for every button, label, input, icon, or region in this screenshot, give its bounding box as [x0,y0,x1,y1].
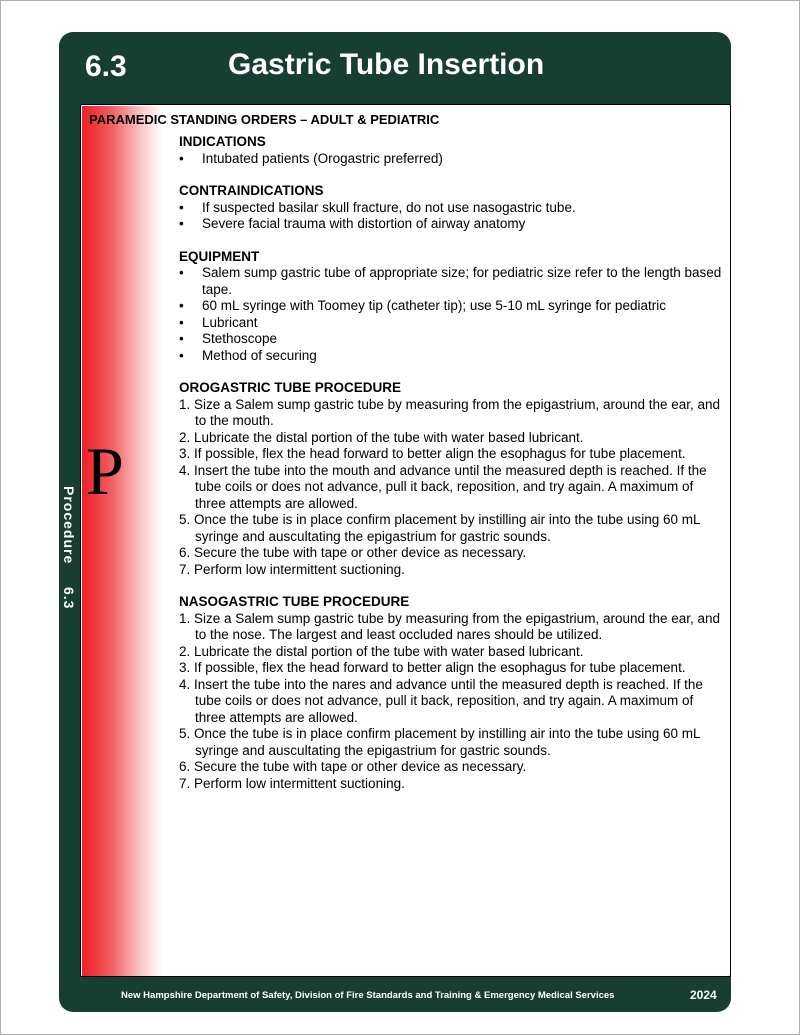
contraindication-item: • If suspected basilar skull fracture, do not use nasogastric tube. [179,200,724,217]
nasogastric-section [179,594,724,792]
equipment-item: • Lubricant [179,315,724,332]
footer-organization: New Hampshire Department of Safety, Division of Fire Standards and Training & Emergency Medical Services [121,990,615,1001]
orogastric-heading: OROGASTRIC TUBE PROCEDURE [179,380,402,395]
orogastric-step: 5. Once the tube is in place confirm placement by instilling air into the tube using 60 mL syringe and auscultating the epigastrium for gastric sounds. [179,512,701,544]
nasogastric-step: 7. Perform low intermittent suctioning. [179,775,405,791]
protocol-body [179,134,724,808]
nasogastric-step: 6. Secure the tube with tape or other device as necessary. [179,759,527,774]
contraindications-heading: CONTRAINDICATIONS [179,183,324,198]
side-tab-label [61,486,77,626]
equipment-item: • Salem sump gastric tube of appropriate size; for pediatric size refer to the length based tape. [179,265,724,298]
nasogastric-step: 5. Once the tube is in place confirm placement by instilling air into the tube using 60 mL syringe and auscultating the epigastrium for gastric sounds. [179,726,701,758]
equipment-heading: EQUIPMENT [179,248,260,264]
equipment-item: • 60 mL syringe with Toomey tip (catheter tip); use 5-10 mL syringe for pediatric [179,298,724,315]
standing-orders-heading: PARAMEDIC STANDING ORDERS – ADULT & PEDIATRIC [89,112,440,127]
nasogastric-step: 4. Insert the tube into the nares and advance until the measured depth is reached. If the tube coils or does not advance, pull it back, reposition, and try again. A maximum of three attempts are allowed. [179,676,703,725]
indication-item: • Intubated patients (Orogastric preferred) [179,151,724,168]
orogastric-step: 4. Insert the tube into the mouth and advance until the measured depth is reached. If the tube coils or does not advance, pull it back, reposition, and try again. A maximum of three attempts are allowed. [179,462,707,511]
equipment-item: • Method of securing [179,348,724,365]
contraindication-item: • Severe facial trauma with distortion of airway anatomy [179,216,724,233]
orogastric-step: 7. Perform low intermittent suctioning. [179,561,405,577]
page-title: Gastric Tube Insertion [228,48,545,81]
equipment-section [179,249,724,365]
indications-heading: INDICATIONS [179,134,266,149]
orogastric-step: 6. Secure the tube with tape or other device as necessary. [179,545,527,560]
contraindications-section [179,183,724,233]
nasogastric-step: 3. If possible, flex the head forward to better align the esophagus for tube placement. [179,660,686,675]
footer-year: 2024 [690,988,717,1002]
orogastric-step: 2. Lubricate the distal portion of the tube with water based lubricant. [179,429,584,445]
nasogastric-heading: NASOGASTRIC TUBE PROCEDURE [179,594,410,609]
orogastric-section [179,380,724,578]
equipment-item: • Stethoscope [179,331,724,348]
provider-level-letter: P [86,433,124,509]
nasogastric-step: 2. Lubricate the distal portion of the tube with water based lubricant. [179,643,584,659]
paramedic-level-strip [82,106,162,976]
indications-section [179,134,724,167]
nasogastric-step: 1. Size a Salem sump gastric tube by measuring from the epigastrium, around the ear, and to the nose. The largest and least occluded nares should be utilized. [179,610,721,642]
orogastric-step: 3. If possible, flex the head forward to better align the esophagus for tube placement. [179,446,686,461]
side-tab-word: Procedure [61,486,77,565]
section-number: 6.3 [85,50,127,83]
side-tab-number: 6.3 [61,587,77,610]
orogastric-step: 1. Size a Salem sump gastric tube by measuring from the epigastrium, around the ear, and to the mouth. [179,396,721,428]
